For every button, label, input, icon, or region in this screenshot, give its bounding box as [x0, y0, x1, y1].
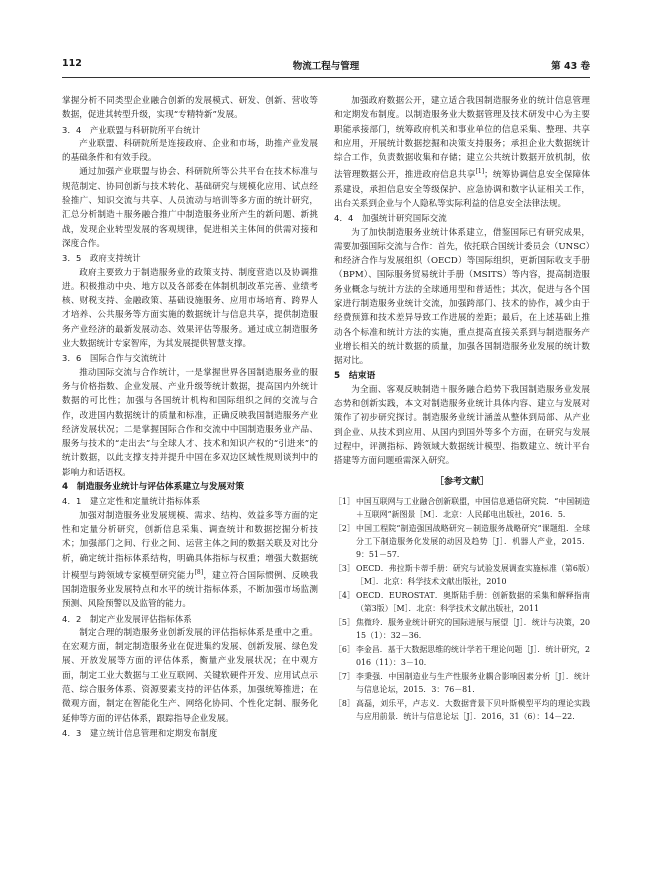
- reference-number: ［4］: [334, 590, 355, 600]
- reference-text: 焦微玲．服务业统计研究的国际进展与展望［J］．统计与决策，2015（1）：32－36．: [356, 617, 590, 640]
- reference-text: 李金昌．基于大数据思维的统计学若干理论问题［J］．统计研究，2016（11）：3－10．: [356, 644, 590, 667]
- reference-item: [334, 643, 590, 669]
- section-heading-3-6: 3．6 国际合作与交流统计: [62, 353, 167, 364]
- reference-item: [334, 495, 590, 521]
- header-rule: [62, 77, 590, 78]
- left-column: [62, 94, 318, 740]
- reference-item: [334, 562, 590, 588]
- section-heading-4-2: 4．2 制定产业发展评估指标体系: [62, 613, 192, 624]
- paragraph: [62, 509, 318, 612]
- paragraph: 政府主要致力于制造服务业的政策支持、制度营造以及协调推进。积极推动中央、地方以及各部委在体制机制改革完善、业绩考核、财税支持、金融政策、基础设施服务、应用市场培育、跨界人才培养、公共服务等方面实施的数据统计与信息共享，提供制造服务产业经济的最新发展动态、效果评估等服务。通过成立制造服务业大数据统计专家智库，为其发展提供智慧支撑。: [62, 267, 318, 350]
- paragraph: 为了加快制造服务业统计体系建立，借鉴国际已有研究成果，需要加强国际交流与合作：首先，依托联合国统计委员会（UNSC）和经济合作与发展组织（OECD）等国际组织，更新国际收支手册（BPM）、国际服务贸易统计手册（MSITS）等内容，提高制造服务业概念与统计方法的全球通用型和普适性；其次，促进与各个国家进行制造服务业统计交流，加强跨部门、技术的协作，减少由于经费预算和技术差异导致工作进展的差距；最后，在上述基础上推动各个标准和统计方法的实施，重点提高直接关系到与制造服务产业增长相关的统计数据的质量，加强各国制造服务业发展的统计数据对比。: [334, 227, 590, 367]
- reference-number: ［8］: [334, 698, 355, 708]
- reference-text: 李秉强．中国制造业与生产性服务业耦合影响因素分析［J］．统计与信息论坛，2015．3：76－81．: [356, 671, 590, 694]
- reference-number: ［5］: [334, 617, 355, 627]
- paragraph: 推动国际交流与合作统计，一是掌握世界各国制造服务业的服务与价格指数、企业发展、产业升级等统计数据，提高国内外统计数据的可比性；加强与各国统计机构和国际组织之间的交流与合作，改进国内数据统计的质量和标准，正确反映我国制造服务产业经济发展状况；二是掌握国际合作和交流中中国制造服务业产品、服务与技术的“走出去”与全球人才、技术和知识产权的“引进来”的统计数据，以此支撑支持并提升中国在多双边区域性规则谈判中的影响力和话语权。: [62, 367, 318, 478]
- journal-title: 物流工程与管理: [292, 61, 360, 72]
- paragraph-text: ，建立符合国际惯例、反映我国制造服务业发展特点和水平的统计指标体系，不断加强市场监测预测、风险预警以及监管的能力。: [62, 570, 318, 610]
- references-title: ［参考文献］: [434, 476, 489, 487]
- reference-number: ［3］: [334, 563, 355, 573]
- reference-number: ［2］: [334, 523, 355, 533]
- section-heading-3-5: 3．5 政府支持统计: [62, 253, 141, 264]
- reference-number: ［6］: [334, 644, 355, 654]
- paragraph-text: 加强对制造服务业发展规模、需求、结构、效益多等方面的定性和定量分析研究，创新信息采集、调查统计和数据挖掘分析技术；加强部门之间、行业之间、运营主体之间的数据关联及对比分析，确定统计指标体系结构，明确具体指标与权重；增强大数据统计模型与跨领域专家模型研究能力: [62, 510, 318, 581]
- section-heading-3-4: 3．4 产业联盟与科研院所平台统计: [62, 124, 201, 135]
- reference-list: [334, 495, 590, 723]
- paragraph-continued: 掌握分析不同类型企业融合创新的发展模式、研发、创新、营收等数据，促进其转型升级，实现“专精特新”发展。: [62, 96, 318, 121]
- paragraph: 制定合理的制造服务业创新发展的评估指标体系是重中之重。在宏观方面，制定制造服务业在促进集约发展、创新发展、绿色发展、开放发展等方面的评估体系，衡量产业发展状况；在中观方面，制定工业大数据与工业互联网、关键软硬件开发、应用试点示范、综合服务体系、资源要素支持的评估体系，加强统筹推进；在微观方面，制定在智能化生产、网络化协同、个性化定制、服务化延伸等方面的评估体系，跟踪指导企业发展。: [62, 627, 318, 724]
- page-header: [62, 58, 590, 74]
- reference-item: [334, 522, 590, 561]
- reference-item: [334, 697, 590, 723]
- section-heading-4: 4 制造服务业统计与评估体系建立与发展对策: [62, 482, 245, 493]
- reference-text: 中国工程院“制造强国战略研究－制造服务战略研究”课题组．全球分工下制造服务化发展的动因及趋势［J］．机器人产业，2015．9：51－57．: [356, 523, 590, 559]
- reference-text: 中国互联网与工业融合创新联盟，中国信息通信研究院．“中国制造＋互联网”新图景［M］．北京：人民邮电出版社，2016．5．: [356, 496, 590, 519]
- reference-item: [334, 589, 590, 615]
- section-heading-4-3: 4．3 建立统计信息管理和定期发布制度: [62, 727, 218, 738]
- reference-item: [334, 670, 590, 696]
- reference-text: OECD．EUROSTAT．奥斯陆手册：创新数据的采集和解释指南（第3版）［M］．北京：科学技术文献出版社，2011: [356, 590, 590, 613]
- reference-text: OECD．弗拉斯卡蒂手册：研究与试验发展调查实施标准（第6版）［M］．北京：科学技术文献出版社，2010: [356, 563, 590, 586]
- reference-number: ［7］: [334, 671, 355, 681]
- reference-item: [334, 616, 590, 642]
- paragraph: 为全面、客观反映制造＋服务融合趋势下我国制造服务业发展态势和创新实践，本文对制造服务业统计具体内容、建立与发展对策作了初步研究探讨。制造服务业统计涵盖从整体到局部、从产业到企业、从技术到应用、从国内到国外等多个方面，在研究与发展过程中，评测指标、跨领域大数据统计模型、指数建立、统计平台搭建等方面问题亟需深入研究。: [334, 384, 590, 467]
- page-number: 112: [62, 58, 82, 69]
- paragraph: [334, 94, 590, 211]
- paragraph-text: ；统筹协调信息安全保障体系建设，承担信息安全等级保护、应急协调和数字认证相关工作，出台关系到企业与个人隐私等实际利益的信息安全法律法规。: [334, 170, 590, 209]
- right-column: [334, 94, 590, 724]
- citation: [1]: [475, 168, 485, 176]
- reference-text: 高磊，刘乐平，卢志义．大数据背景下贝叶斯模型平均的理论实践与应用前景．统计与信息论坛［J］．2016，31（6）：14－22．: [356, 698, 590, 721]
- paragraph: 产业联盟、科研院所是连接政府、企业和市场，助推产业发展的基础条件和有效手段。: [62, 138, 318, 164]
- section-heading-4-4: 4．4 加强统计研究国际交流: [334, 213, 447, 224]
- reference-number: ［1］: [334, 496, 355, 506]
- paragraph: 通过加强产业联盟与协会、科研院所等公共平台在技术标准与规范制定、协同创新与技术转化、基础研究与规模化应用、试点经验推广、知识交流与共享、人员流动与培训等多方面的统计研究，汇总分析制造＋服务融合推广中制造服务业所产生的新问题、新挑战，发现企业转型发展的客观规律，促进相关主体间的供需对接和深度合作。: [62, 167, 318, 249]
- paragraph-text: 加强政府数据公开，建立适合我国制造服务业的统计信息管理和定期发布制度。以制造服务业大数据管理及技术研发中心为主要职能承接部门，统筹政府机关和事业单位的信息采集、整理、共享和应用，开展统计数据挖掘和决策支持服务；承担企业大数据统计综合工作，负责数据收集和存储；建立公共统计数据开放机制，依法管理数据公开，推进政府信息共享: [334, 96, 590, 181]
- citation: [8]: [194, 568, 204, 576]
- section-heading-4-1: 4．1 建立定性和定量统计指标体系: [62, 496, 201, 507]
- volume-label: 第 43 卷: [551, 61, 590, 72]
- section-heading-5: 5 结束语: [334, 370, 376, 381]
